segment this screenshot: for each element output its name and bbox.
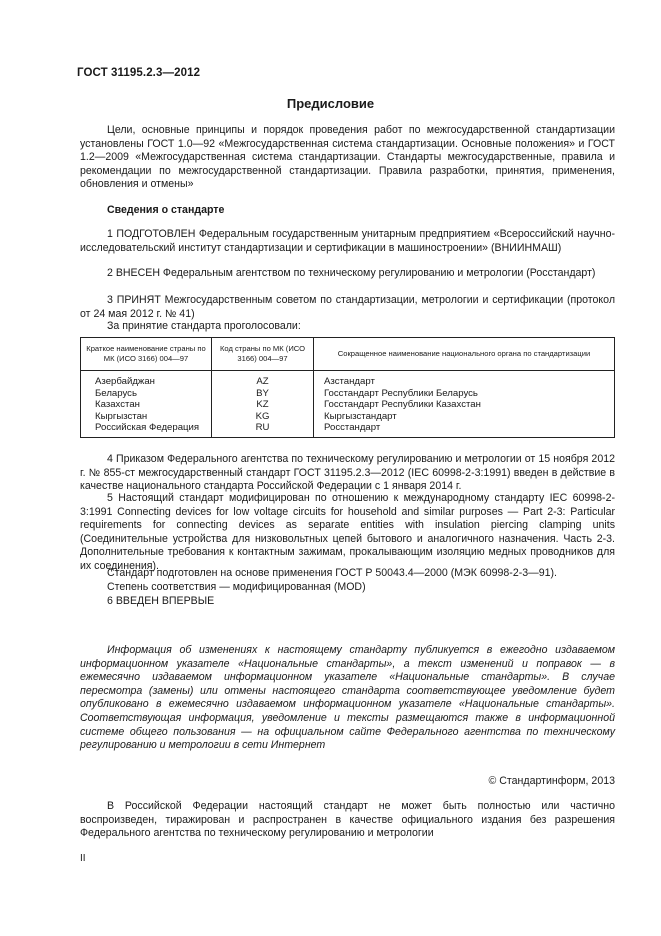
country-name: Беларусь <box>81 388 212 400</box>
header-standards-body: Сокращенное наименование национального органа по стандартизации <box>314 338 615 371</box>
table-row <box>81 388 615 400</box>
standards-body: Госстандарт Республики Казахстан <box>314 399 615 411</box>
degree-of-conformity: Степень соответствия — модифицированная (MOD) <box>107 581 366 593</box>
country-code: AZ <box>212 371 314 388</box>
table-row <box>81 399 615 411</box>
country-code: KG <box>212 411 314 423</box>
standards-body: Кыргызстандарт <box>314 411 615 423</box>
item-2: 2 ВНЕСЕН Федеральным агентством по техническому регулированию и метрологии (Росстандарт) <box>107 267 596 279</box>
standards-body: Азстандарт <box>314 371 615 388</box>
voting-countries-table <box>80 337 615 438</box>
copyright: © Стандартинформ, 2013 <box>488 775 615 787</box>
header-country-code: Код страны по МК (ИСО 3166) 004—97 <box>212 338 314 371</box>
voted-label: За принятие стандарта проголосовали: <box>107 320 301 332</box>
table-row <box>81 411 615 423</box>
item-5: 5 Настоящий стандарт модифицирован по отношению к международному стандарту IEC 60998-2-3:1991 Connecting devices for low voltage circuits for household and similar purposes — Part 2-3: Particular requirements for connecting devices as separate entities with insulation piercing clamping units (Соединительные устройства для низковольтных цепей бытового и аналогичного назначения. Часть 2-3. Дополнительные требования к контактным зажимам, прокалывающим изоляцию медных проводников для их соединения). <box>80 492 615 572</box>
country-name: Казахстан <box>81 399 212 411</box>
section-heading: Сведения о стандарте <box>107 204 225 216</box>
standards-body: Росстандарт <box>314 422 615 437</box>
standards-body: Госстандарт Республики Беларусь <box>314 388 615 400</box>
table-row <box>81 422 615 437</box>
item-4: 4 Приказом Федерального агентства по техническому регулированию и метрологии от 15 ноября 2012 г. № 855-ст межгосударственный стандарт ГОСТ 31195.2.3—2012 (IEC 60998-2-3:1991) введен в действие в качестве национального стандарта Российской Федерации с 1 января 2014 г. <box>80 453 615 493</box>
item-1: 1 ПОДГОТОВЛЕН Федеральным государственным унитарным предприятием «Всероссийский научно-исследовательский институт стандартизации и сертификации в машиностроении» (ВНИИНМАШ) <box>80 228 615 254</box>
table-row <box>81 371 615 388</box>
page-number: II <box>80 853 86 864</box>
country-code: BY <box>212 388 314 400</box>
country-name: Российская Федерация <box>81 422 212 437</box>
page-title: Предисловие <box>286 96 375 111</box>
standard-code-header: ГОСТ 31195.2.3—2012 <box>77 67 201 79</box>
header-country-name: Краткое наименование страны по МК (ИСО 3166) 004—97 <box>81 338 212 371</box>
foreword-paragraph: Цели, основные принципы и порядок проведения работ по межгосударственной стандартизации установлены ГОСТ 1.0—92 «Межгосударственная система стандартизации. Основные положения» и ГОСТ 1.2—2009 «Межгосударственная система стандартизации. Стандарты межгосударственные, правила и рекомендации по межгосударственной стандартизации. Правила разработки, принятия, применения, обновления и отмены» <box>80 124 615 191</box>
item-6: 6 ВВЕДЕН ВПЕРВЫЕ <box>107 595 215 607</box>
country-code: RU <box>212 422 314 437</box>
country-name: Азербайджан <box>81 371 212 388</box>
table-header-row <box>81 338 615 371</box>
info-notice: Информация об изменениях к настоящему стандарту публикуется в ежегодно издаваемом информационном указателе «Национальные стандарты», а текст изменений и поправок — в ежемесячно издаваемом информационном указателе «Национальные стандарты». В случае пересмотра (замены) или отмены настоящего стандарта соответствующее уведомление будет опубликовано в ежемесячно издаваемом информационном указателе «Национальные стандарты». Соответствующая информация, уведомление и тексты размещаются также в информационной системе общего пользования — на официальном сайте Федерального агентства по техническому регулированию и метрологии в сети Интернет <box>80 644 615 752</box>
item-3: 3 ПРИНЯТ Межгосударственным советом по стандартизации, метрологии и сертификации (протокол от 24 мая 2012 г. № 41) <box>80 294 615 320</box>
prepared-basis: Стандарт подготовлен на основе применения ГОСТ Р 50043.4—2000 (МЭК 60998-2-3—91). <box>107 567 557 579</box>
country-name: Кыргызстан <box>81 411 212 423</box>
country-code: KZ <box>212 399 314 411</box>
rights-notice: В Российской Федерации настоящий стандарт не может быть полностью или частично воспроизведен, тиражирован и распространен в качестве официального издания без разрешения Федерального агентства по техническому регулированию и метрологии <box>80 800 615 840</box>
